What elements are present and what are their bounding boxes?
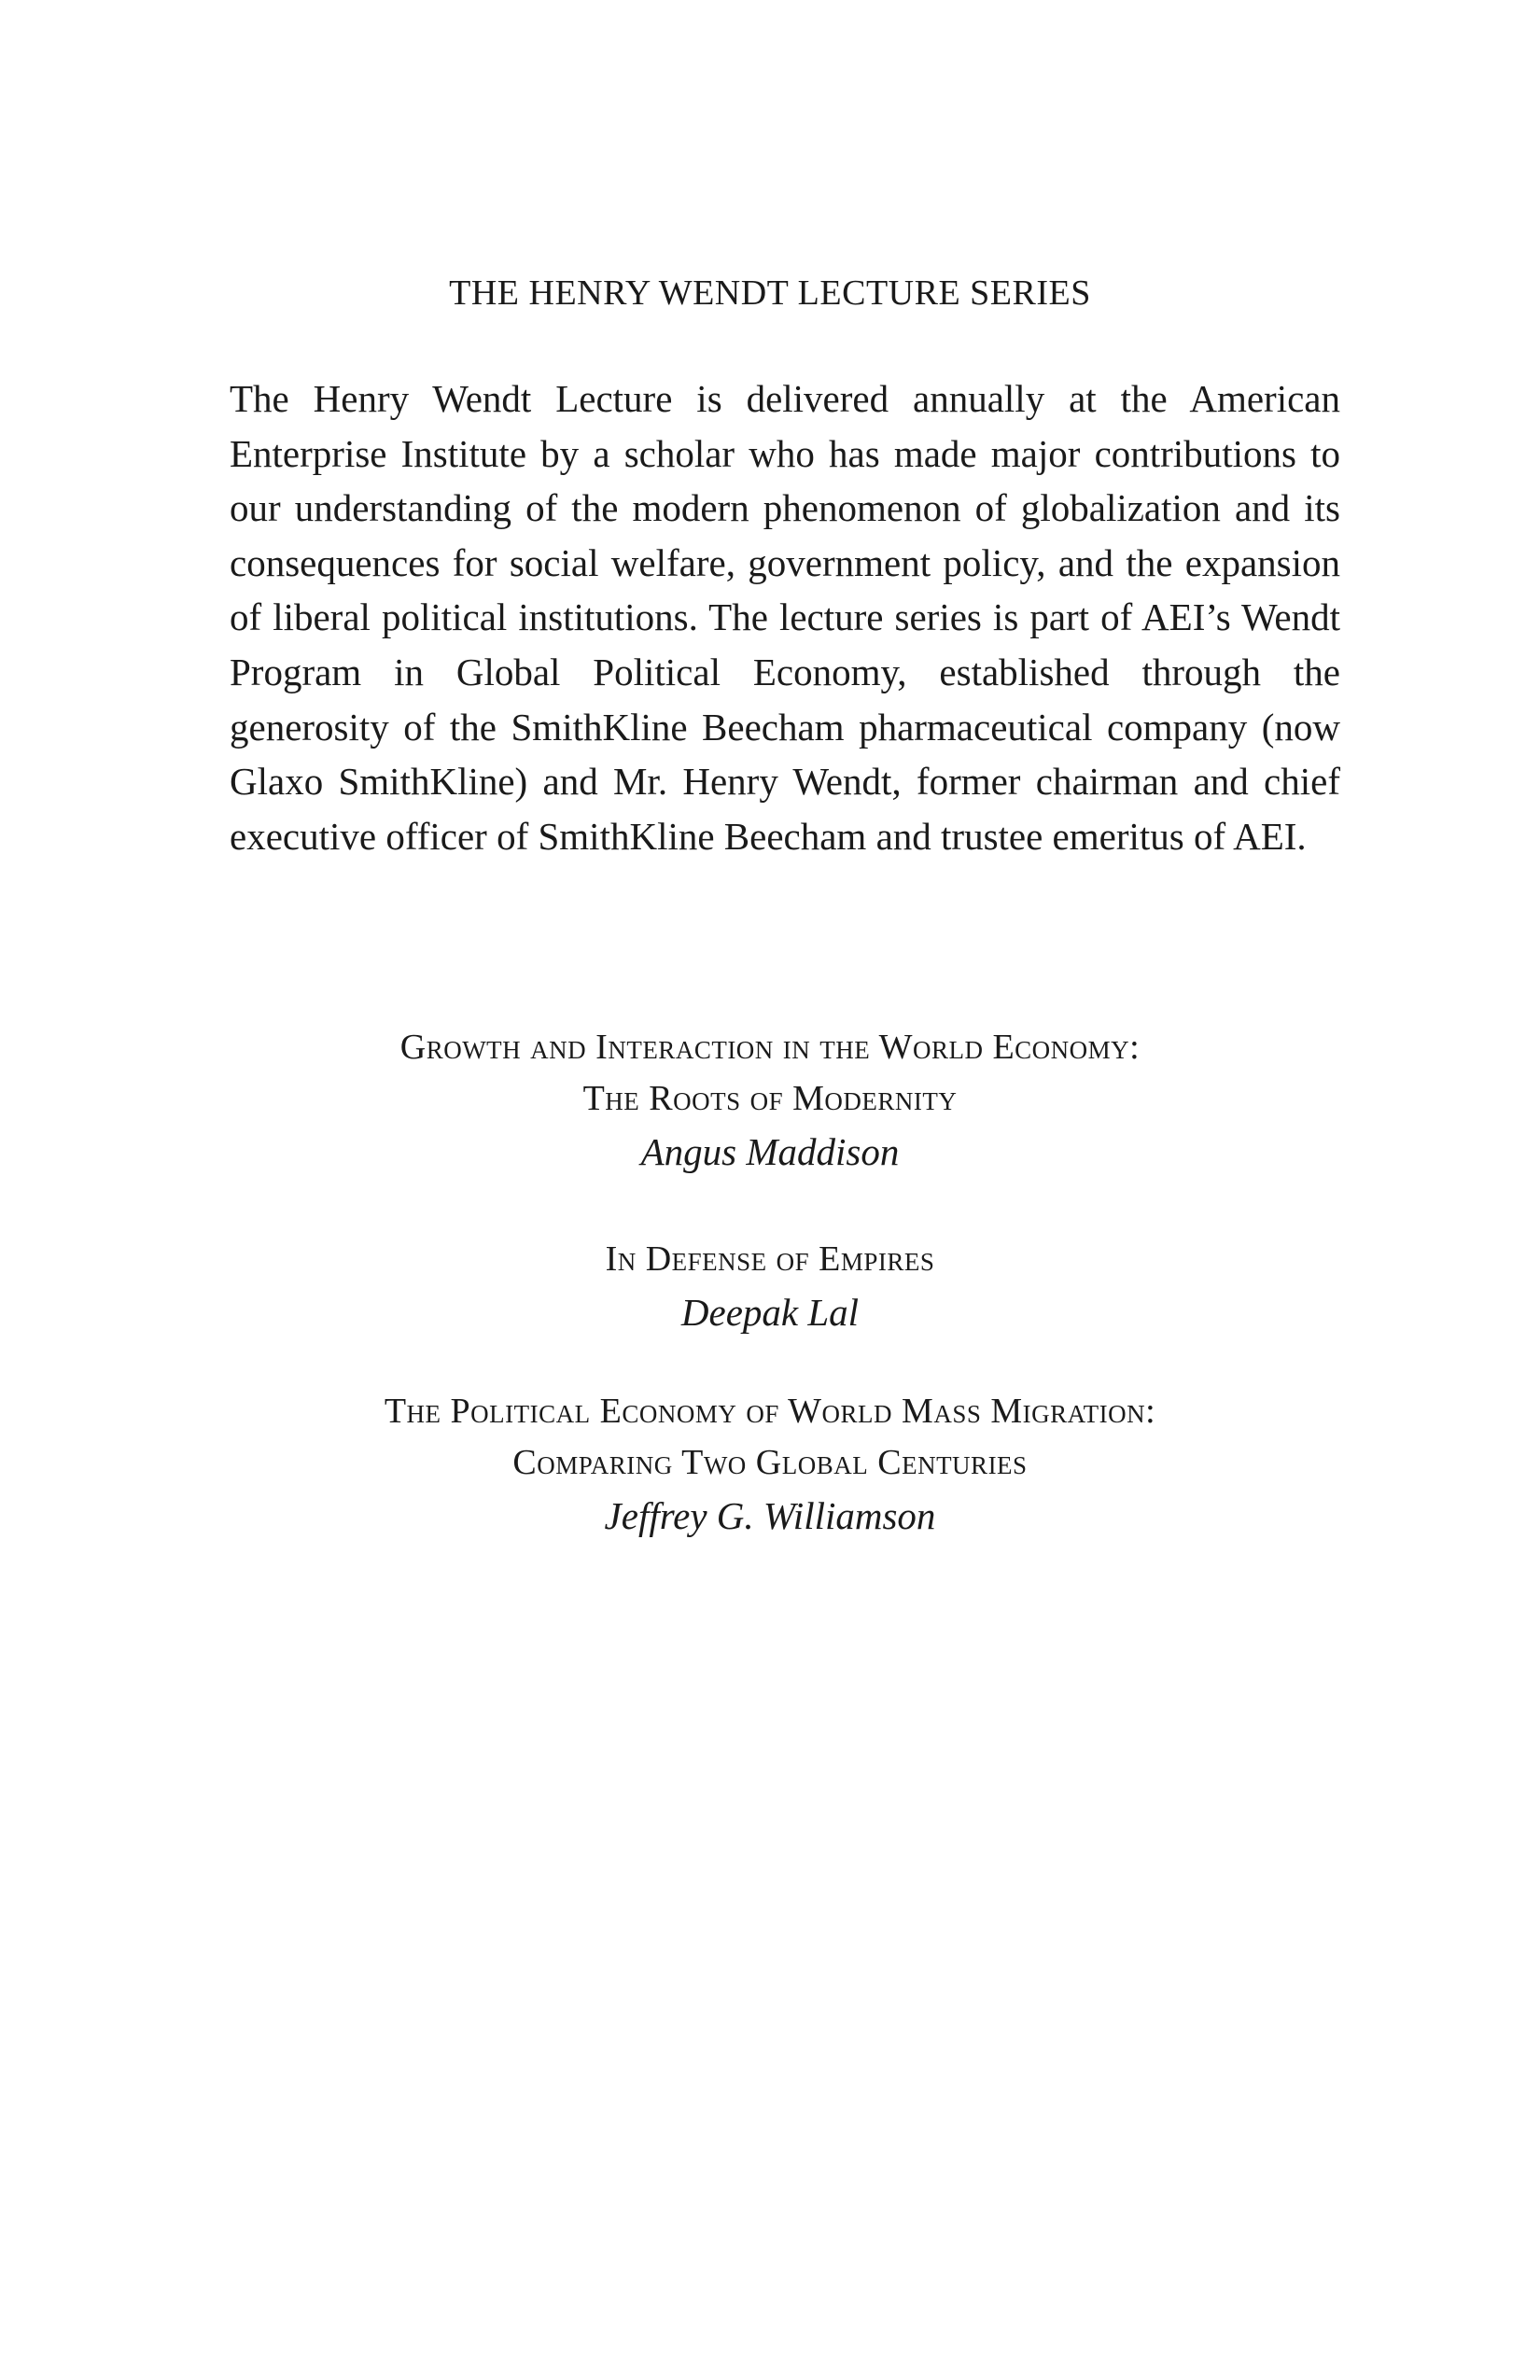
- intro-paragraph: The Henry Wendt Lecture is delivered annually at the American Enterprise Institute by a scholar who has made major contributions to our understanding of the modern phenomenon of globalization and its consequences for social welfare, government policy, and the expansion of liberal political institutions. The lecture series is part of AEI’s Wendt Program in Global Political Economy, established through the generosity of the SmithKline Beecham pharmaceutical company (now Glaxo SmithKline) and Mr. Henry Wendt, former chairman and chief executive officer of SmithKline Beecham and trustee emeritus of AEI.: [230, 377, 1340, 858]
- lecture-author: Jeffrey G. Williamson: [604, 1494, 936, 1537]
- lecture-entry: [0, 1234, 1540, 1339]
- lecture-author: Angus Maddison: [640, 1130, 900, 1173]
- lecture-title-line: In Defense of Empires: [605, 1239, 935, 1279]
- lecture-title-line: Growth and Interaction in the World Economy:: [399, 1028, 1141, 1067]
- series-heading: THE HENRY WENDT LECTURE SERIES: [449, 273, 1091, 313]
- lecture-title-line: The Roots of Modernity: [582, 1079, 958, 1118]
- lecture-entry: [0, 1022, 1540, 1179]
- lecture-author: Deepak Lal: [680, 1291, 860, 1334]
- lecture-entry: [0, 1386, 1540, 1543]
- lecture-title-line: Comparing Two Global Centuries: [512, 1443, 1028, 1482]
- lecture-title-line: The Political Economy of World Mass Migration:: [384, 1392, 1156, 1431]
